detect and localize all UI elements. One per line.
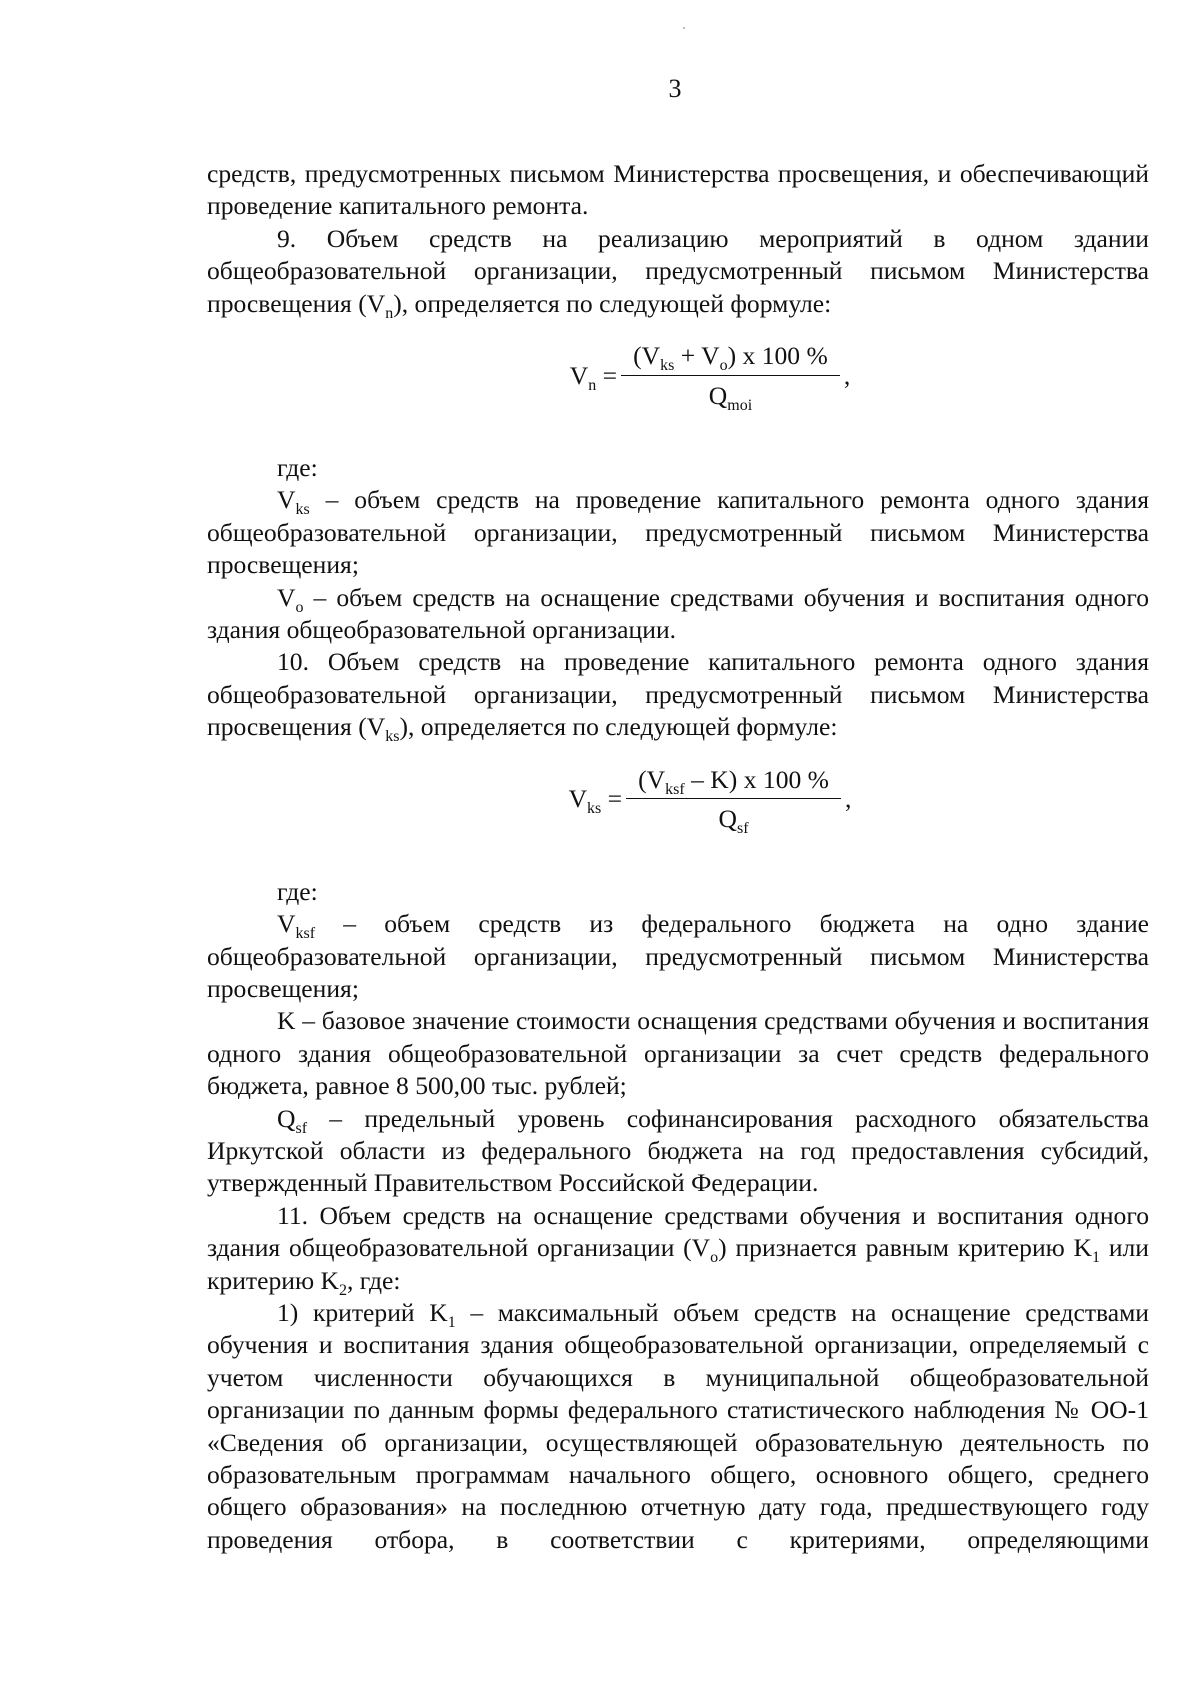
definition-qsf: $Q_{sf}$ – предельный уровень софинансирования расходного обязательства Иркутской области из федерального бюджета на год предоставления субсидий, утвержденный Правительством Российской Федерации. — [207, 1103, 1149, 1198]
formula-numerator: $(V_{ksf} - K)$ x 100 % — [626, 764, 841, 799]
formula-fraction — [626, 764, 841, 836]
formula-lhs: $V_n$ = — [569, 360, 618, 394]
definition-vks: $V_{ks}$ – объем средств на проведение капитального ремонта одного здания общеобразовательной организации, предусмотренный письмом Министерства просвещения; — [207, 485, 1149, 580]
formula-comma: , — [845, 784, 852, 814]
formula-vks — [271, 752, 1149, 848]
page-number: 3 — [668, 74, 682, 103]
formula-denominator: $Q_{sf}$ — [718, 804, 749, 838]
paragraph-11: 11. Объем средств на оснащение средствами обучения и воспитания одного здания общеобразовательной организации $(V_o)$ признается равным критерию $K_1$ или критерию $K_2$, где: — [207, 1200, 1149, 1299]
where-label: где: — [277, 876, 318, 906]
document-body — [207, 158, 1149, 1556]
list-item-1: 1) критерий $K_1$ – максимальный объем средств на оснащение средствами обучения и воспитания здания общеобразовательной организации, определяемый с учетом численности обучающихся в муниципальной общеобразовательной организации по данным формы федерального статистического наблюдения № ОО-1 «Сведения об организации, осуществляющей образовательную деятельность по образовательным программам начального общего, основного общего, среднего общего образования» на последнюю отчетную дату года, предшествующего году проведения отбора, в соответствии с критериями, определяющими — [207, 1297, 1150, 1554]
formula-lhs: $V_{ks}$ = — [568, 784, 623, 818]
definition-vo: $V_o$ – объем средств на оснащение средствами обучения и воспитания одного здания общеобразовательной организации. — [207, 582, 1149, 645]
formula-numerator: $(V_{ks} + V_o)$ x 100 % — [621, 340, 840, 375]
definition-vksf: $V_{ksf}$ – объем средств из федерального бюджета на одно здание общеобразовательной организации, предусмотренный письмом Министерства просвещения; — [207, 909, 1149, 1003]
paragraph-continuation: средств, предусмотренных письмом Министерства просвещения, и обеспечивающий проведение капитального ремонта. — [207, 159, 1149, 221]
formula-denominator: $Q_{moi}$ — [708, 380, 753, 414]
definition-k: K – базовое значение стоимости оснащения средствами обучения и воспитания одного здания общеобразовательной организации за счет средств федерального бюджета, равное 8 500,00 тыс. рублей; — [207, 1006, 1149, 1101]
formula-comma: , — [843, 360, 851, 390]
formula-fraction — [621, 340, 840, 412]
where-label: где: — [277, 453, 318, 483]
paragraph-10: 10. Объем средств на проведение капитального ремонта одного здания общеобразовательной организации, предусмотренный письмом Министерства просвещения $(V_{ks})$, определяется по следующей формуле: — [207, 647, 1149, 746]
formula-vn — [271, 328, 1149, 424]
scan-speck — [683, 27, 685, 29]
paragraph-9: 9. Объем средств на реализацию мероприятий в одном здании общеобразовательной организации, предусмотренный письмом Министерства просвещения $(V_n)$, определяется по следующей формуле: — [207, 223, 1149, 322]
